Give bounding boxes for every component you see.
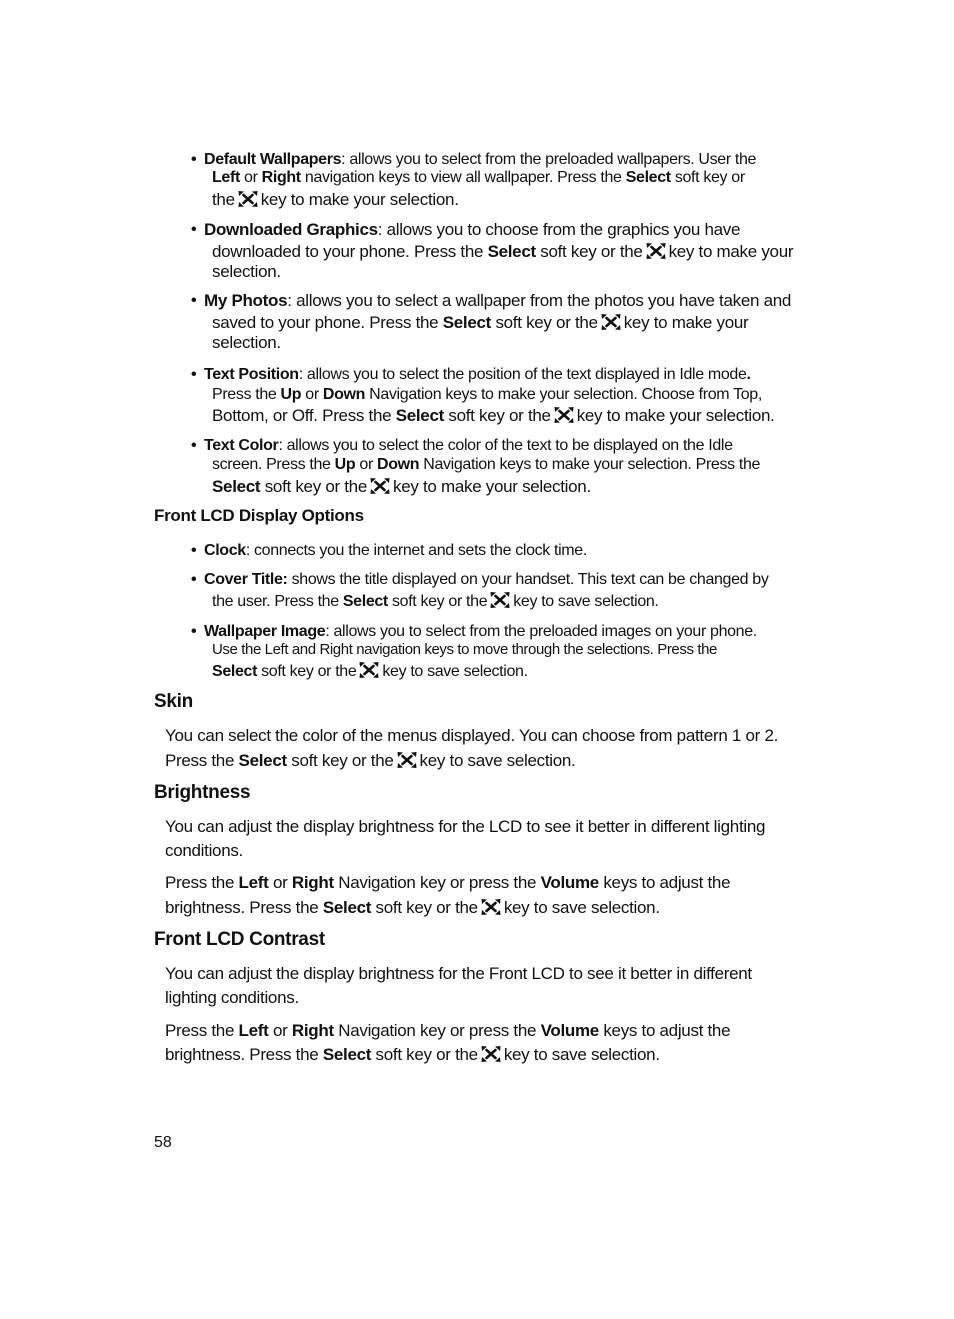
text: key to make your selection. bbox=[576, 406, 775, 425]
bullet: • bbox=[191, 571, 197, 588]
text: key to save selection. bbox=[382, 663, 528, 680]
term: Select bbox=[322, 1045, 372, 1064]
text: : allows you to select the color of the text to be displayed on the Idle bbox=[278, 437, 733, 454]
item-line bbox=[212, 242, 793, 262]
item-line bbox=[204, 365, 751, 385]
select-key-icon bbox=[397, 751, 417, 769]
text: Navigation key or press the bbox=[333, 873, 541, 892]
term: Right bbox=[291, 873, 334, 892]
term: Up bbox=[334, 456, 356, 473]
paragraph-line: conditions. bbox=[165, 841, 243, 860]
text: soft key or the bbox=[371, 1045, 478, 1064]
term: Left bbox=[212, 169, 240, 186]
term: Select bbox=[342, 593, 388, 610]
text: soft key or the bbox=[491, 313, 598, 332]
text: soft key or bbox=[670, 169, 745, 186]
term: . bbox=[746, 366, 751, 383]
text: brightness. Press the bbox=[165, 1045, 323, 1064]
text: or bbox=[239, 169, 262, 186]
text: soft key or the bbox=[535, 242, 643, 261]
item-line bbox=[212, 661, 528, 682]
item-line bbox=[212, 477, 591, 497]
bullet: • bbox=[191, 366, 197, 383]
page-number: 58 bbox=[154, 1134, 172, 1151]
text: key to save selection. bbox=[503, 898, 660, 917]
item-line bbox=[204, 291, 791, 311]
term: Text Position bbox=[204, 366, 299, 383]
select-key-icon bbox=[481, 1045, 501, 1063]
select-key-icon bbox=[490, 591, 510, 609]
text: the bbox=[212, 190, 235, 209]
text: key to make your bbox=[623, 313, 749, 332]
item-line bbox=[212, 168, 745, 188]
text: : connects you the internet and sets the clock time. bbox=[245, 542, 587, 559]
item-line bbox=[204, 570, 768, 590]
item-line bbox=[204, 622, 757, 642]
select-key-icon bbox=[359, 661, 379, 679]
text: keys to adjust the bbox=[598, 1021, 731, 1040]
text: navigation keys to view all wallpaper. Press the bbox=[300, 169, 626, 186]
text: Bottom, or Off. Press the bbox=[212, 406, 396, 425]
paragraph-line bbox=[165, 873, 730, 893]
text: selection. bbox=[212, 333, 281, 352]
term: Select bbox=[212, 477, 261, 496]
section-heading-front-lcd-display-options: Front LCD Display Options bbox=[154, 506, 364, 525]
select-key-icon bbox=[601, 313, 621, 331]
text: selection. bbox=[212, 262, 281, 281]
text: Navigation key or press the bbox=[333, 1021, 541, 1040]
text: Navigation keys to make your selection. Press the bbox=[419, 456, 761, 473]
item-line bbox=[204, 541, 587, 561]
section-heading-front-lcd-contrast: Front LCD Contrast bbox=[154, 929, 325, 950]
text: soft key or the bbox=[371, 898, 478, 917]
term: Left bbox=[238, 1021, 269, 1040]
term: Volume bbox=[540, 1021, 599, 1040]
term: My Photos bbox=[204, 291, 288, 310]
item-line bbox=[212, 640, 717, 660]
item-line bbox=[212, 591, 659, 612]
bullet: • bbox=[191, 437, 197, 454]
term: Select bbox=[322, 898, 372, 917]
item-line bbox=[212, 406, 775, 426]
item-line bbox=[204, 150, 756, 170]
paragraph-line bbox=[165, 1021, 730, 1041]
text: key to save selection. bbox=[419, 751, 576, 770]
select-key-icon bbox=[238, 190, 258, 208]
text: : allows you to select from the preloaded wallpapers. User the bbox=[341, 151, 757, 168]
text: : allows you to choose from the graphics you have bbox=[377, 220, 741, 239]
text: keys to adjust the bbox=[598, 873, 731, 892]
paragraph-line: lighting conditions. bbox=[165, 988, 299, 1007]
text: Press the bbox=[165, 1021, 239, 1040]
text: : allows you to select the position of the text displayed in Idle mode bbox=[298, 366, 747, 383]
text: soft key or the bbox=[260, 477, 367, 496]
item-line bbox=[204, 436, 733, 456]
term: Select bbox=[487, 242, 536, 261]
item-line bbox=[212, 333, 281, 353]
section-heading-skin: Skin bbox=[154, 691, 193, 712]
bullet: • bbox=[191, 542, 197, 559]
text: shows the title displayed on your handset. This text can be changed by bbox=[287, 571, 769, 588]
paragraph-line bbox=[165, 898, 660, 918]
term: Select bbox=[238, 751, 287, 770]
select-key-icon bbox=[370, 477, 390, 495]
text: soft key or the bbox=[286, 751, 394, 770]
text: downloaded to your phone. Press the bbox=[212, 242, 488, 261]
bullet: • bbox=[191, 221, 197, 238]
text: or bbox=[301, 386, 323, 403]
term: Select bbox=[442, 313, 492, 332]
section-heading-brightness: Brightness bbox=[154, 782, 251, 803]
text: : allows you to select from the preloaded images on your phone. bbox=[325, 623, 757, 640]
term: Right bbox=[261, 169, 301, 186]
text: key to save selection. bbox=[513, 593, 659, 610]
paragraph-line: You can adjust the display brightness for the LCD to see it better in different lighting bbox=[165, 817, 766, 836]
term: Down bbox=[322, 386, 366, 403]
term: Select bbox=[212, 663, 258, 680]
text: key to make your selection. bbox=[393, 477, 591, 496]
text: Use the Left and Right navigation keys to move through the selections. Press the bbox=[212, 641, 717, 658]
term: Wallpaper Image bbox=[204, 623, 326, 640]
term: Select bbox=[625, 169, 671, 186]
item-line bbox=[212, 313, 748, 333]
paragraph-line bbox=[165, 751, 575, 771]
text: : allows you to select a wallpaper from the photos you have taken and bbox=[287, 291, 792, 310]
term: Right bbox=[291, 1021, 334, 1040]
item-line bbox=[204, 220, 740, 240]
text: key to make your selection. bbox=[260, 190, 459, 209]
term: Default Wallpapers bbox=[204, 151, 342, 168]
text: the user. Press the bbox=[212, 593, 343, 610]
paragraph-line: You can adjust the display brightness for the Front LCD to see it better in different bbox=[165, 964, 752, 983]
text: screen. Press the bbox=[212, 456, 335, 473]
item-line bbox=[212, 262, 281, 282]
select-key-icon bbox=[646, 242, 666, 260]
item-line bbox=[212, 385, 762, 405]
item-line bbox=[212, 190, 459, 210]
text: Press the bbox=[165, 751, 239, 770]
term: Select bbox=[395, 406, 444, 425]
text: Navigation keys to make your selection. Choose from Top, bbox=[365, 386, 762, 403]
term: Cover Title: bbox=[204, 571, 288, 588]
text: key to save selection. bbox=[503, 1045, 660, 1064]
term: Up bbox=[280, 386, 302, 403]
bullet: • bbox=[191, 292, 197, 309]
item-line bbox=[212, 455, 760, 475]
term: Downloaded Graphics bbox=[204, 220, 378, 239]
term: Clock bbox=[204, 542, 246, 559]
term: Down bbox=[377, 456, 420, 473]
text: or bbox=[268, 1021, 292, 1040]
paragraph-line: You can select the color of the menus displayed. You can choose from pattern 1 or 2. bbox=[165, 726, 779, 745]
text: brightness. Press the bbox=[165, 898, 323, 917]
text: soft key or the bbox=[443, 406, 551, 425]
text: Press the bbox=[212, 386, 281, 403]
text: soft key or the bbox=[257, 663, 357, 680]
term: Volume bbox=[540, 873, 599, 892]
text: or bbox=[268, 873, 292, 892]
term: Text Color bbox=[204, 437, 279, 454]
text: saved to your phone. Press the bbox=[212, 313, 443, 332]
select-key-icon bbox=[554, 406, 574, 424]
bullet: • bbox=[191, 151, 197, 168]
paragraph-line bbox=[165, 1045, 660, 1065]
text: or bbox=[355, 456, 378, 473]
term: Left bbox=[238, 873, 269, 892]
text: key to make your bbox=[668, 242, 794, 261]
text: Press the bbox=[165, 873, 239, 892]
select-key-icon bbox=[481, 898, 501, 916]
bullet: • bbox=[191, 623, 197, 640]
text: soft key or the bbox=[387, 593, 488, 610]
